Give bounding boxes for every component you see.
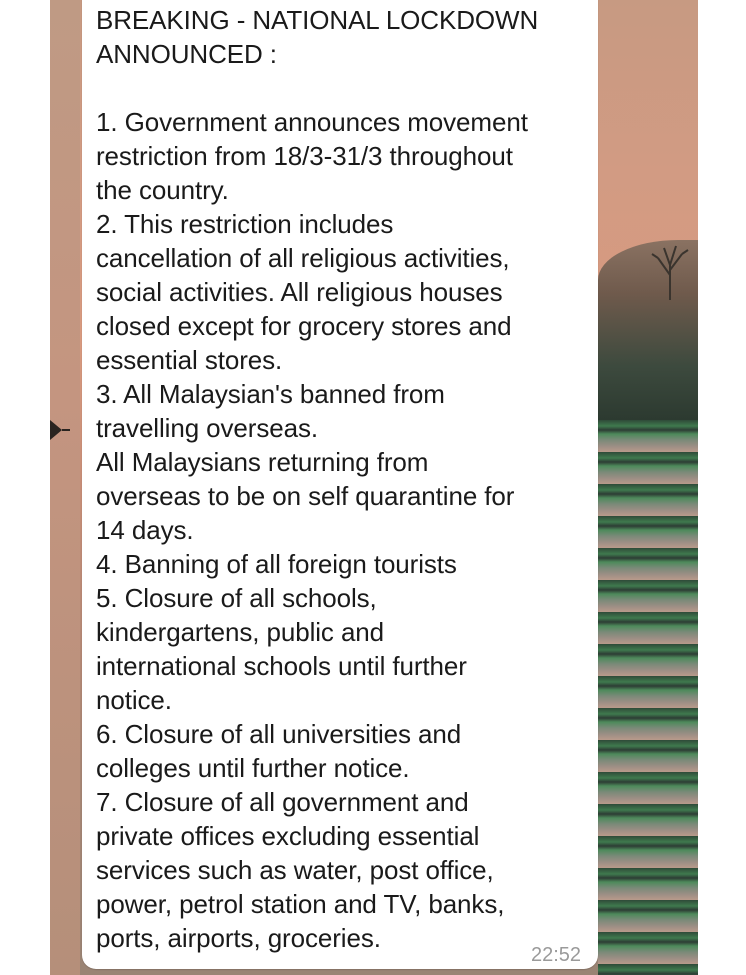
wallpaper-edge — [50, 0, 80, 975]
message-timestamp: 22:52 — [531, 944, 582, 966]
message-text: BREAKING - NATIONAL LOCKDOWN ANNOUNCED : 1. Government announces movement restriction from 18/3-31/3 throughout the country. 2. This restriction includes cancellation of all religious activities, social activities. All religious houses closed except for grocery stores and essential stores. 3. All Malaysian's banned from travelling overseas. All Malaysians returning from overseas to be on self quarantine for 14 days. 4. Banning of all foreign tourists 5. Closure of all schools, kindergartens, public and international schools until further notice. 6. Closure of all universities and colleges until further notice. 7. Closure of all government and private offices excluding essential services such as water, post office, power, petrol station and TV, banks, ports, airports, groceries. — [96, 5, 539, 953]
wallpaper-water — [598, 420, 698, 975]
bird-silhouette-icon — [50, 416, 70, 444]
tree-silhouette-icon — [650, 240, 690, 300]
